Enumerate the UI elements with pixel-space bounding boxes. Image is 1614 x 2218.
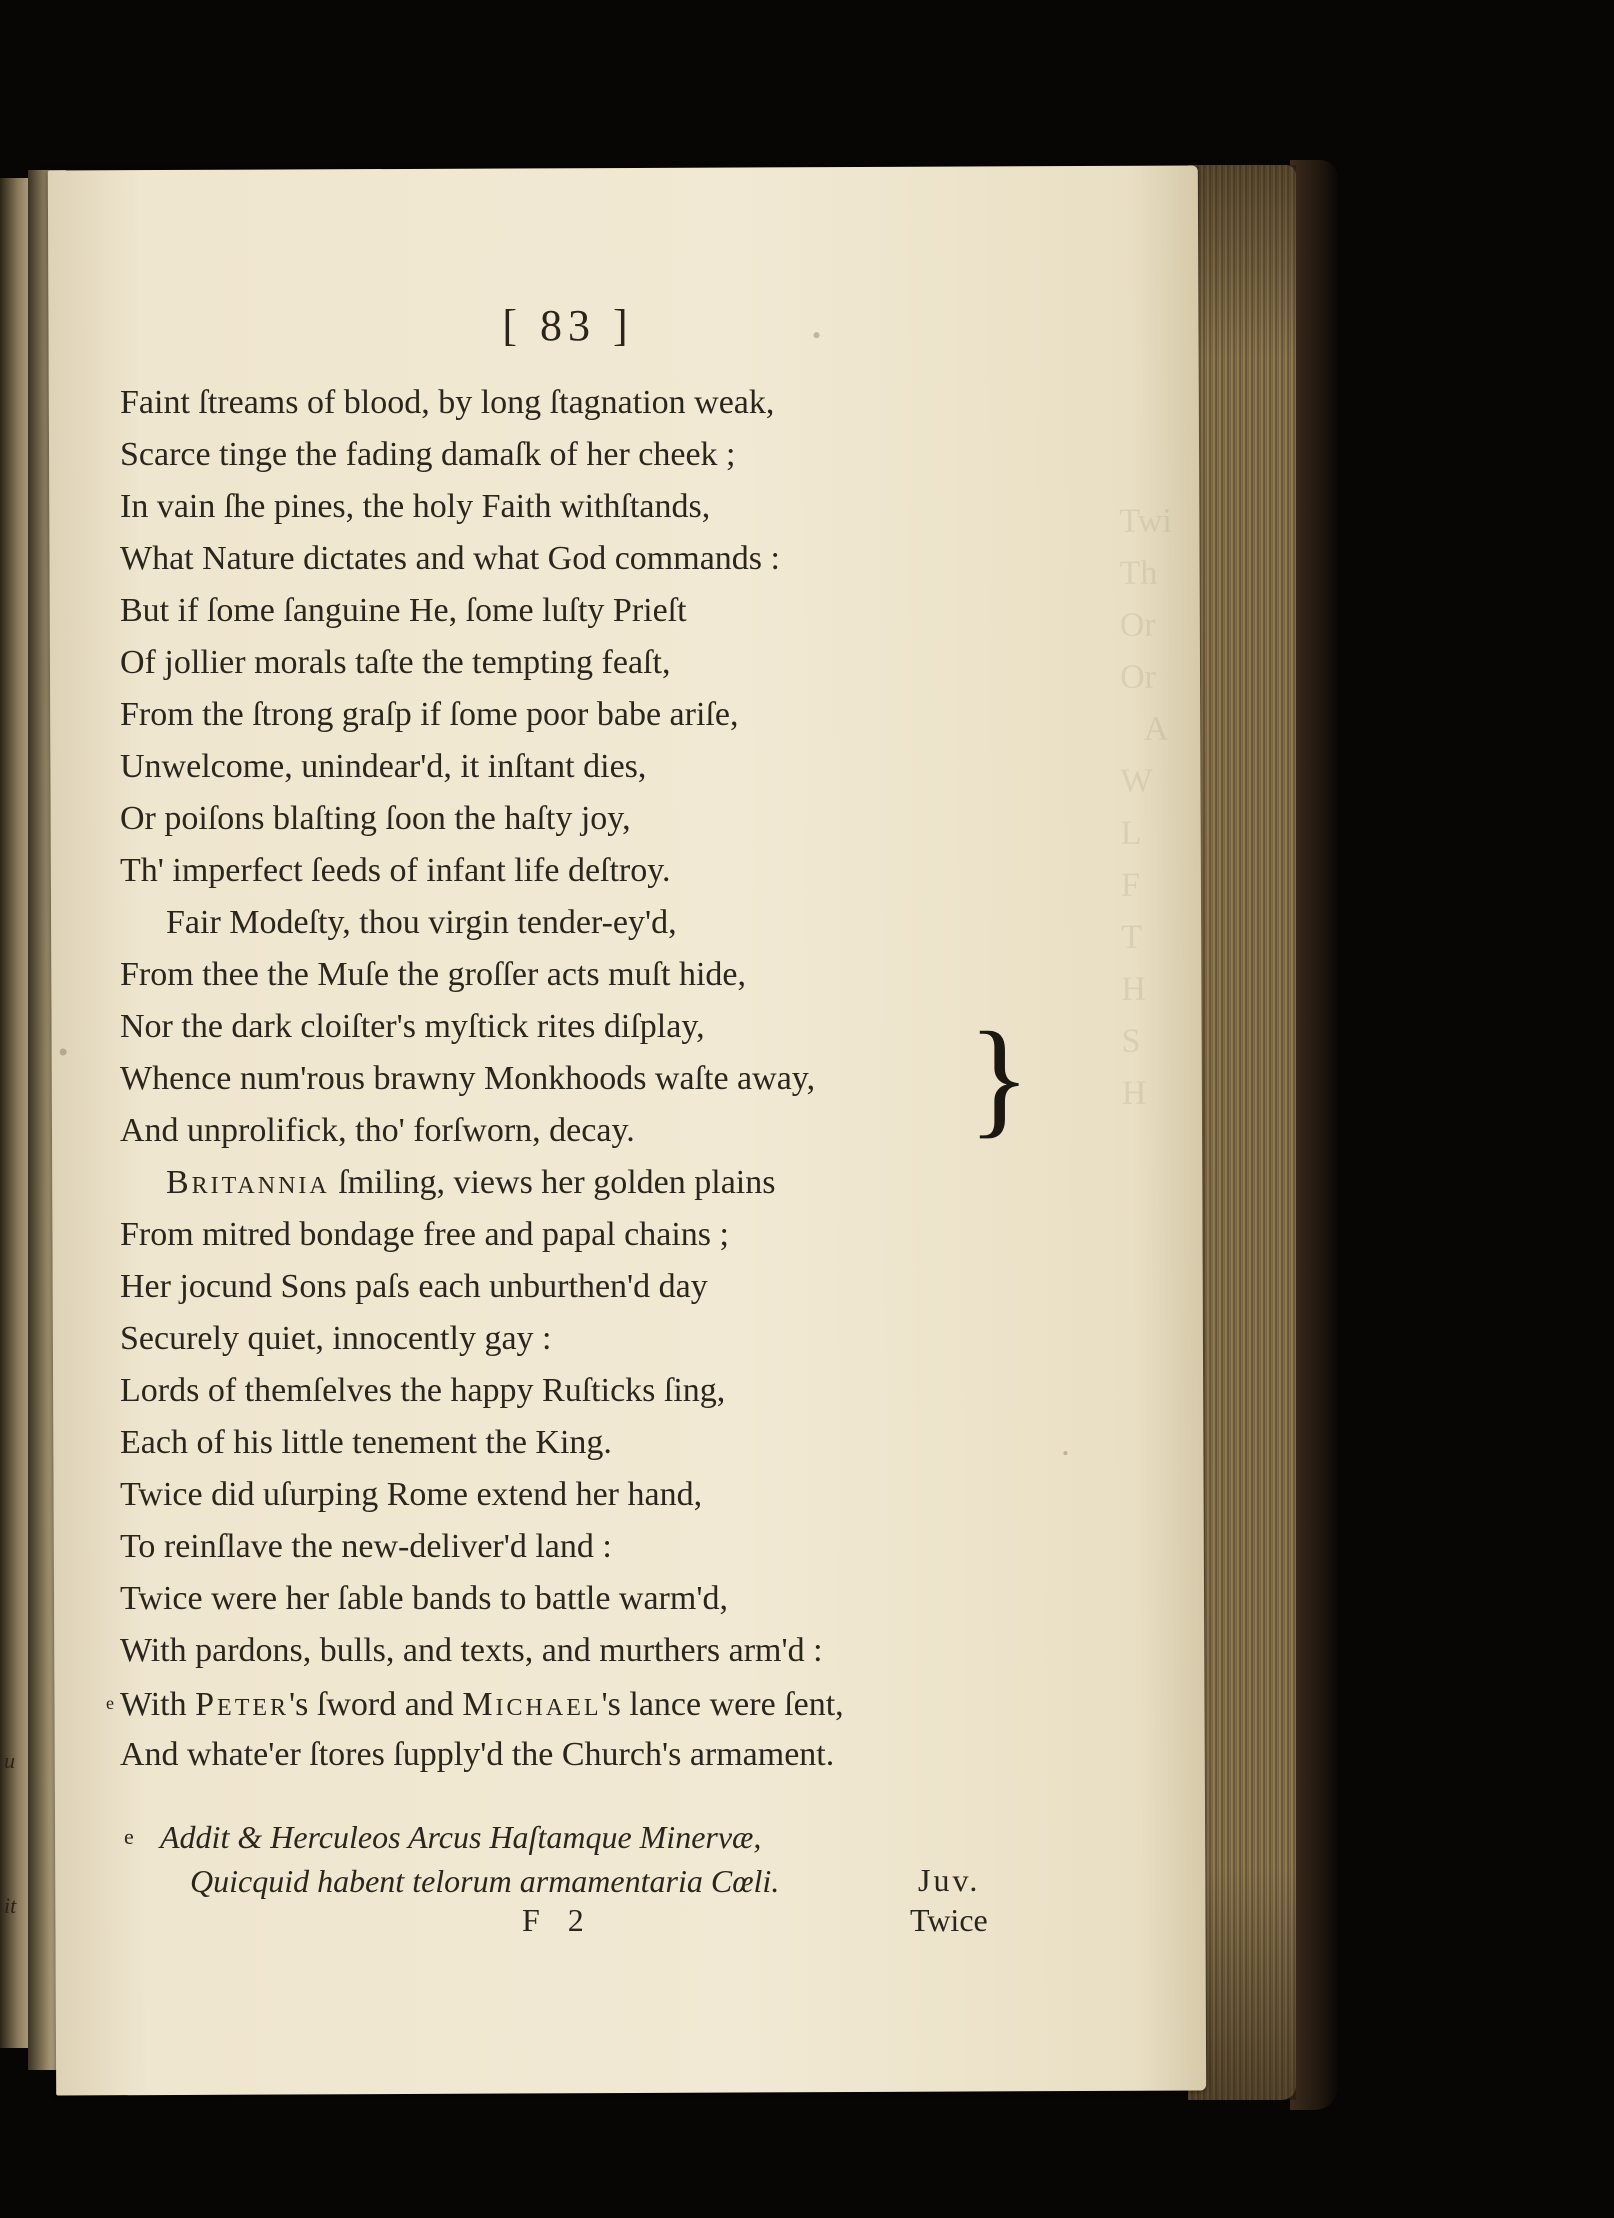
poem-line: From thee the Muſe the groſſer acts muſt hide,	[120, 956, 747, 993]
footnote-reference: e	[106, 1693, 114, 1713]
poem-line: Th' imperfect ſeeds of infant life deſtroy.	[120, 852, 671, 889]
poem-line: From mitred bondage free and papal chains ;	[120, 1216, 729, 1253]
poem-line-text: With	[120, 1686, 196, 1723]
poem-line: Faint ſtreams of blood, by long ſtagnation weak,	[120, 384, 775, 421]
poem-line-text: 's ſword and	[289, 1686, 463, 1723]
poem-line	[106, 1677, 1020, 1729]
poem-line: With pardons, bulls, and texts, and murthers arm'd :	[120, 1632, 823, 1669]
small-caps-word: Michael	[462, 1686, 602, 1723]
poem-line: Lords of themſelves the happy Ruſticks ſing,	[120, 1372, 726, 1409]
paper-speck	[60, 1048, 67, 1055]
poem-line: Nor the dark cloiſter's myſtick rites diſplay,	[120, 1008, 705, 1045]
poem-line: From the ſtrong graſp if ſome poor babe ariſe,	[120, 696, 739, 733]
left-page-fragment: u	[4, 1748, 15, 1773]
footnote-line: Addit & Herculeos Arcus Haſtamque Minervæ,	[160, 1819, 762, 1855]
signature-mark: F 2	[522, 1902, 594, 1938]
catchword: Twice	[910, 1902, 988, 1938]
small-caps-word: Peter	[195, 1686, 290, 1723]
poem-line: And unprolifick, tho' forſworn, decay.	[120, 1112, 635, 1149]
triplet-brace: }	[968, 1006, 1031, 1150]
small-caps-word: Britannia	[166, 1164, 330, 1201]
poem-line: Or poiſons blaſting ſoon the haſty joy,	[120, 800, 631, 837]
show-through-text: Twi Th Or Or A W L F T H S H	[1119, 502, 1172, 1112]
poem-line: Twice did uſurping Rome extend her hand,	[120, 1476, 703, 1513]
poem-line-text: ſmiling, views her golden plains	[329, 1164, 776, 1201]
poem-line: Twice were her ſable bands to battle warm'd,	[120, 1580, 728, 1617]
poem-line-text: 's lance were ſent,	[601, 1686, 844, 1723]
footnote-source: Juv.	[918, 1862, 981, 1898]
poem-line: But if ſome ſanguine He, ſome luſty Prieſt	[120, 592, 687, 629]
poem-text	[106, 377, 1020, 1781]
poem-line: What Nature dictates and what God commands :	[120, 540, 780, 577]
page-number: [ 83 ]	[502, 301, 634, 350]
paper-speck	[1063, 1451, 1067, 1455]
left-page-fragment: it	[4, 1893, 17, 1918]
poem-line: And whate'er ſtores ſupply'd the Church's armament.	[120, 1736, 835, 1773]
poem-line: Scarce tinge the fading damaſk of her cheek ;	[120, 436, 736, 473]
poem-line: Of jollier morals taſte the tempting feaſt,	[120, 644, 671, 681]
paper-speck	[814, 332, 820, 338]
binding-edge	[1290, 160, 1338, 2110]
poem-line: To reinſlave the new-deliver'd land :	[120, 1528, 612, 1565]
poem-line	[120, 1157, 1020, 1209]
poem-line: In vain ſhe pines, the holy Faith withſtands,	[120, 488, 711, 525]
poem-line: Fair Modeſty, thou virgin tender-ey'd,	[166, 904, 677, 941]
poem-line: Unwelcome, unindear'd, it inſtant dies,	[120, 748, 647, 785]
poem-line: Whence num'rous brawny Monkhoods waſte away,	[120, 1060, 816, 1097]
footnote-mark: e	[124, 1824, 134, 1849]
poem-line: Securely quiet, innocently gay :	[120, 1320, 552, 1357]
poem-line: Each of his little tenement the King.	[120, 1424, 612, 1461]
footnote-line: Quicquid habent telorum armamentaria Cœli.	[190, 1863, 780, 1899]
poem-line: Her jocund Sons paſs each unburthen'd day	[120, 1268, 708, 1305]
